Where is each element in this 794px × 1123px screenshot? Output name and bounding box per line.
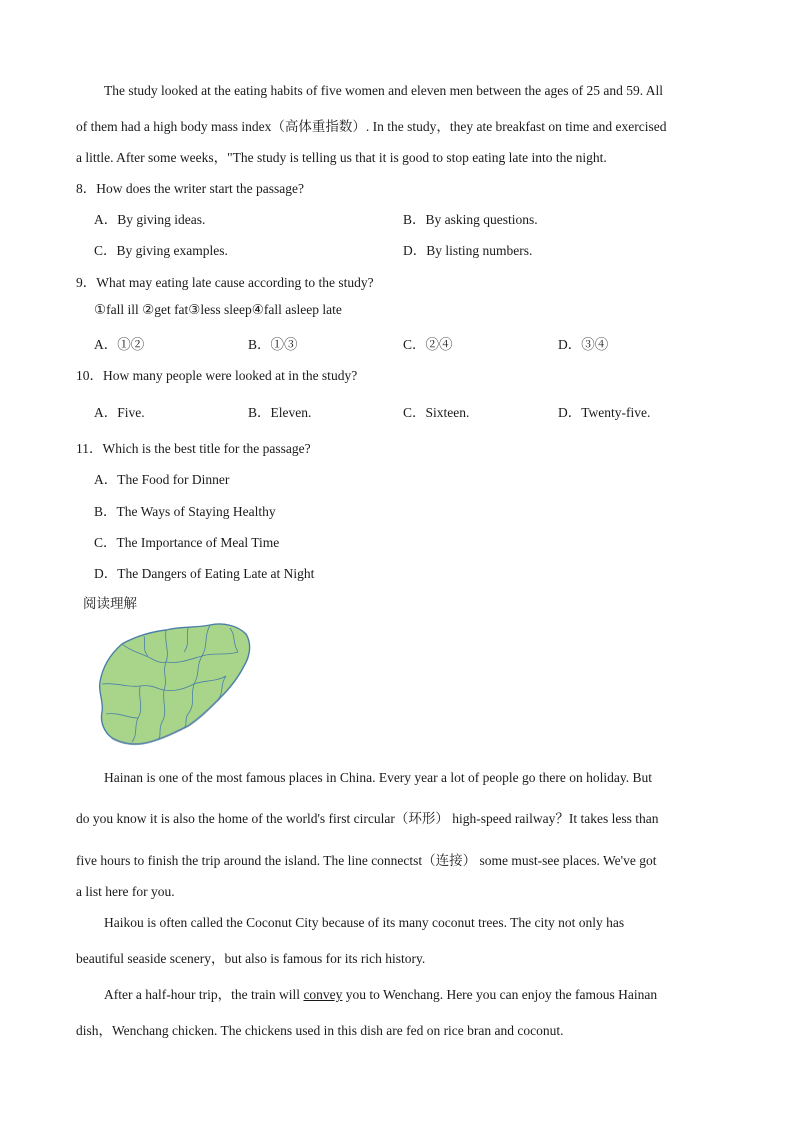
question-11-option-b: B．The Ways of Staying Healthy [94, 504, 276, 519]
question-9-items: ①fall ill ②get fat③less sleep④fall asleep late [94, 302, 342, 317]
passage-1-line-1: The study looked at the eating habits of five women and eleven men between the ages of 25 and 59. All [104, 83, 663, 98]
passage-2-p3-line-2: dish，Wenchang chicken. The chickens used in this dish are fed on rice bran and coconut. [76, 1023, 564, 1038]
passage-1-line-3: a little. After some weeks，"The study is telling us that it is good to stop eating late into the night. [76, 150, 607, 165]
question-9-stem: 9．What may eating late cause according to the study? [76, 275, 374, 290]
p3-line-1-after: you to Wenchang. Here you can enjoy the famous Hainan [342, 987, 658, 1002]
question-10-option-a: A．Five. [94, 405, 145, 420]
question-8-option-d: D．By listing numbers. [403, 243, 533, 258]
passage-2-p2-line-1: Haikou is often called the Coconut City because of its many coconut trees. The city not only has [104, 915, 625, 930]
passage-1-line-2: of them had a high body mass index（高体重指数）. In the study，they ate breakfast on time and exercised [76, 119, 667, 134]
question-9-option-b: B．①③ [248, 337, 298, 352]
question-8-stem: 8．How does the writer start the passage? [76, 181, 304, 196]
question-9-option-a: A．①② [94, 337, 145, 352]
question-8-option-c: C．By giving examples. [94, 243, 228, 258]
p3-line-1-before: After a half-hour trip，the train will [104, 987, 304, 1002]
question-9-option-c: C．②④ [403, 337, 453, 352]
question-8-option-a: A．By giving ideas. [94, 212, 206, 227]
hainan-island-shape [100, 624, 250, 744]
question-11-option-c: C．The Importance of Meal Time [94, 535, 280, 550]
question-10-option-d: D．Twenty-five. [558, 405, 651, 420]
section-heading: 阅读理解 [83, 596, 137, 611]
passage-2-p1-line-1: Hainan is one of the most famous places in China. Every year a lot of people go there on holiday. But [104, 770, 652, 785]
question-8-option-b: B．By asking questions. [403, 212, 538, 227]
question-10-option-c: C．Sixteen. [403, 405, 470, 420]
question-9-option-d: D．③④ [558, 337, 609, 352]
passage-2-p3-line-1 [104, 983, 657, 1003]
underlined-word-convey: convey [303, 987, 343, 1002]
passage-2-p1-line-4: a list here for you. [76, 884, 175, 899]
passage-2-p1-line-2: do you know it is also the home of the world's first circular（环形） high-speed railway？It takes less than [76, 811, 659, 826]
question-10-stem: 10．How many people were looked at in the study? [76, 368, 358, 383]
question-10-option-b: B．Eleven. [248, 405, 312, 420]
passage-2-p2-line-2: beautiful seaside scenery，but also is famous for its rich history. [76, 951, 426, 966]
passage-2-p1-line-3: five hours to finish the trip around the island. The line connectst（连接） some must-see places. We've got [76, 853, 657, 868]
question-11-stem: 11．Which is the best title for the passage? [76, 441, 311, 456]
question-11-option-a: A．The Food for Dinner [94, 472, 230, 487]
question-11-option-d: D．The Dangers of Eating Late at Night [94, 566, 315, 581]
hainan-map-image [92, 622, 254, 750]
